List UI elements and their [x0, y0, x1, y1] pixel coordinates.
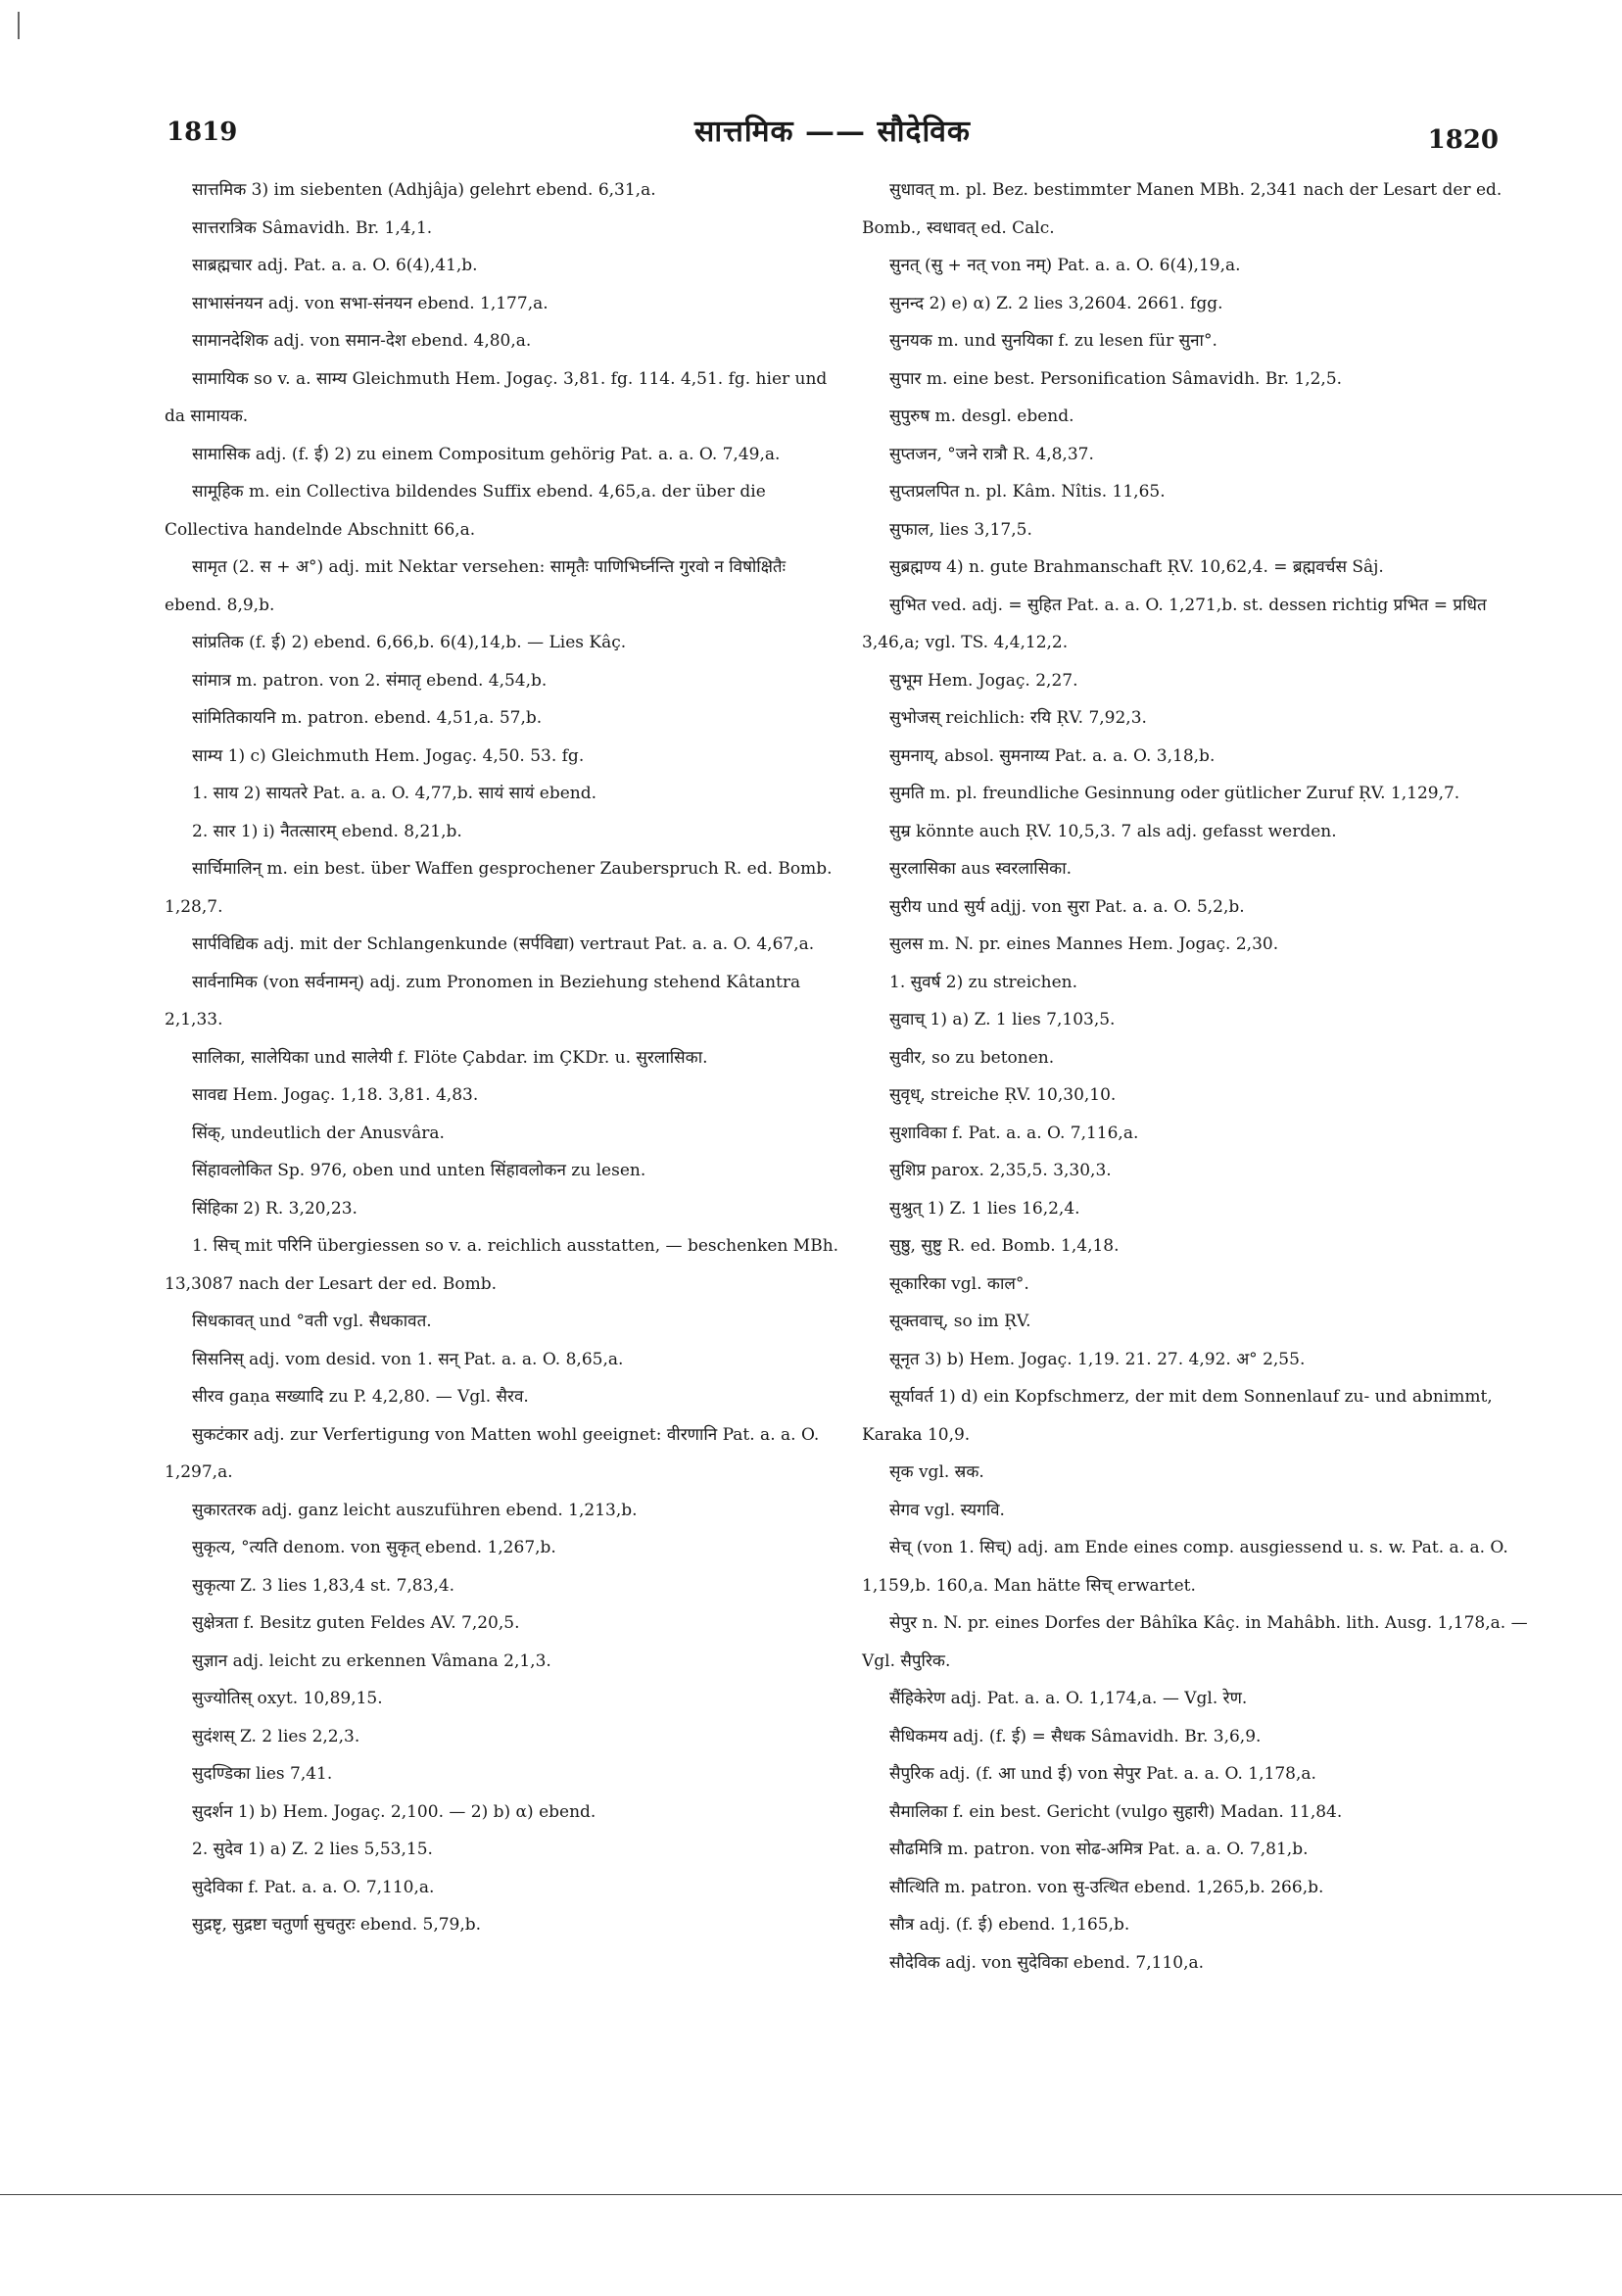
- dictionary-entry: सांप्रतिक (f. ई) 2) ebend. 6,66,b. 6(4),14,b. — Lies Kâç.: [192, 633, 627, 652]
- dictionary-entry: सुफाल, lies 3,17,5.: [889, 519, 1032, 540]
- dictionary-entry: सुमनाय्, absol. सुमनाय्य Pat. a. a. O. 3,18,b.: [889, 745, 1216, 766]
- page-header: [167, 110, 1499, 159]
- dictionary-entry: सांमितिकायनि m. patron. ebend. 4,51,a. 57,b.: [192, 708, 543, 728]
- dictionary-entry: सिंहावलोकित Sp. 976, oben und unten सिंहावलोकन zu lesen.: [192, 1161, 646, 1180]
- dictionary-entry: सूनृत 3) b) Hem. Jogaç. 1,19. 21. 27. 4,92. अ° 2,55.: [889, 1349, 1306, 1369]
- dictionary-entry: सृक vgl. स्रक.: [889, 1462, 984, 1482]
- dictionary-entry: सैंहिकेरेण adj. Pat. a. a. O. 1,174,a. — Vgl. रेण.: [889, 1689, 1248, 1708]
- dictionary-entry: सुष्ठु, सुष्टु R. ed. Bomb. 1,4,18.: [889, 1236, 1120, 1256]
- dictionary-entry: सुप्तप्रलपित n. pl. Kâm. Nîtis. 11,65.: [889, 482, 1166, 502]
- dictionary-entry: सुपार m. eine best. Personification Sâmavidh. Br. 1,2,5.: [889, 368, 1343, 389]
- dictionary-entry: सात्तमिक 3) im siebenten (Adhjâja) gelehrt ebend. 6,31,a.: [192, 180, 656, 200]
- dictionary-entry: सैपुरिक adj. (f. आ und ई) von सेपुर Pat. a. a. O. 1,178,a.: [889, 1764, 1316, 1784]
- dictionary-entry: सुश्रुत् 1) Z. 1 lies 16,2,4.: [889, 1198, 1080, 1219]
- dictionary-entry: सुदर्शन 1) b) Hem. Jogaç. 2,100. — 2) b) α) ebend.: [192, 1801, 596, 1822]
- dictionary-entry: सुम्र könnte auch ṚV. 10,5,3. 7 als adj. gefasst werden.: [889, 821, 1337, 841]
- dictionary-entry: सार्चिमालिन् m. ein best. über Waffen gesprochener Zauberspruch R. ed. Bomb. 1,28,7.: [165, 859, 833, 917]
- dictionary-entry: सुवृध्, streiche ṚV. 10,30,10.: [889, 1085, 1117, 1105]
- left-column: [165, 171, 840, 1944]
- dictionary-entry: सिसनिस् adj. vom desid. von 1. सन् Pat. a. a. O. 8,65,a.: [192, 1349, 624, 1369]
- dictionary-entry: सामृत (2. स + अ°) adj. mit Nektar versehen: सामृतैः पाणिभिर्घ्नन्ति गुरवो न विषोक्षितैः ebend. 8,9,b.: [165, 557, 787, 615]
- dictionary-entry: सुपुरुष m. desgl. ebend.: [889, 407, 1074, 426]
- running-head: सात्तमिक —— सौदेविक: [694, 115, 971, 149]
- dictionary-entry: सुप्तजन, °जने रात्रौ R. 4,8,37.: [889, 444, 1094, 464]
- dictionary-entry: सौदेविक adj. von सुदेविका ebend. 7,110,a.: [889, 1952, 1205, 1973]
- dictionary-entry: सौढमित्रि m. patron. von सोढ-अमित्र Pat. a. a. O. 7,81,b.: [889, 1840, 1309, 1859]
- dictionary-entry: सामायिक so v. a. साम्य Gleichmuth Hem. Jogaç. 3,81. fg. 114. 4,51. fg. hier und da सामायक.: [165, 368, 828, 426]
- dictionary-entry: सार्पविद्यिक adj. mit der Schlangenkunde (सर्पविद्या) vertraut Pat. a. a. O. 4,67,a.: [192, 934, 815, 954]
- dictionary-entry: सुरलासिका aus स्वरलासिका.: [889, 859, 1073, 879]
- dictionary-entry: सुधावत् m. pl. Bez. bestimmter Manen MBh. 2,341 nach der Lesart der ed. Bomb., स्वधावत् ed. Calc.: [862, 180, 1503, 238]
- dictionary-entry: 2. सार 1) i) नैतत्सारम् ebend. 8,21,b.: [192, 821, 462, 841]
- dictionary-entry: सांमात्र m. patron. von 2. संमातृ ebend. 4,54,b.: [192, 670, 548, 691]
- dictionary-entry: सुनयक m. und सुनयिका f. zu lesen für सुना°.: [889, 331, 1217, 351]
- dictionary-entry: सौत्थिति m. patron. von सु-उत्थित ebend. 1,265,b. 266,b.: [889, 1877, 1324, 1897]
- dictionary-entry: सुब्रह्मण्य 4) n. gute Brahmanschaft ṚV. 10,62,4. = ब्रह्मवर्चस Sâj.: [889, 557, 1384, 577]
- dictionary-entry: सैमालिका f. ein best. Gericht (vulgo सुहारी) Madan. 11,84.: [889, 1801, 1343, 1822]
- dictionary-entry: सुक्षेत्रता f. Besitz guten Feldes AV. 7,20,5.: [192, 1613, 520, 1633]
- dictionary-entry: सिधकावत् und °वती vgl. सैधकावत.: [192, 1312, 432, 1331]
- footer-rule: [0, 2194, 1622, 2195]
- dictionary-entry: सामासिक adj. (f. ई) 2) zu einem Compositum gehörig Pat. a. a. O. 7,49,a.: [192, 444, 781, 464]
- dictionary-entry: साब्रह्मचार adj. Pat. a. a. O. 6(4),41,b.: [192, 256, 478, 275]
- dictionary-entry: सुकटंकार adj. zur Verfertigung von Matten wohl geeignet: वीरणानि Pat. a. a. O. 1,297,a.: [165, 1424, 820, 1482]
- dictionary-entry: सूकारिका vgl. काल°.: [889, 1273, 1029, 1294]
- dictionary-entry: सुलस m. N. pr. eines Mannes Hem. Jogaç. 2,30.: [889, 934, 1279, 954]
- dictionary-entry: 1. साय 2) सायतरे Pat. a. a. O. 4,77,b. सायं सायं ebend.: [192, 784, 597, 803]
- dictionary-entry: सैधिकमय adj. (f. ई) = सैधक Sâmavidh. Br. 3,6,9.: [889, 1726, 1262, 1746]
- dictionary-entry: सूर्यावर्त 1) d) ein Kopfschmerz, der mit dem Sonnenlauf zu- und abnimmt, Karaka 10,9.: [862, 1387, 1493, 1445]
- dictionary-entry: सुभोजस् reichlich: रयि ṚV. 7,92,3.: [889, 708, 1147, 728]
- dictionary-entry: सुज्योतिस् oxyt. 10,89,15.: [192, 1689, 383, 1708]
- dictionary-entry: सुभित ved. adj. = सुहित Pat. a. a. O. 1,271,b. st. dessen richtig प्रभित = प्रधित 3,46,a; vgl. TS. 4,4,12,2.: [862, 595, 1487, 652]
- dictionary-entry: सौत्र adj. (f. ई) ebend. 1,165,b.: [889, 1915, 1130, 1935]
- dictionary-entry: सेगव vgl. स्यगवि.: [889, 1500, 1005, 1520]
- dictionary-entry: सुदण्डिका lies 7,41.: [192, 1764, 333, 1784]
- dictionary-entry: सुवीर, so zu betonen.: [889, 1047, 1055, 1068]
- dictionary-entry: साम्य 1) c) Gleichmuth Hem. Jogaç. 4,50. 53. fg.: [192, 745, 585, 766]
- dictionary-entry: सेच् (von 1. सिच्) adj. am Ende eines comp. ausgiessend u. s. w. Pat. a. a. O. 1,159,b. 160,a. Man hätte सिच् erwartet.: [862, 1538, 1508, 1596]
- page-number-right: 1820: [1427, 125, 1499, 155]
- dictionary-entry: सामानदेशिक adj. von समान-देश ebend. 4,80,a.: [192, 331, 532, 351]
- dictionary-entry: सुशाविका f. Pat. a. a. O. 7,116,a.: [889, 1123, 1139, 1143]
- dictionary-entry: सालिका, सालेयिका und सालेयी f. Flöte Çabdar. im ÇKDr. u. सुरलासिका.: [192, 1047, 708, 1068]
- dictionary-entry: सुदंशस् Z. 2 lies 2,2,3.: [192, 1726, 360, 1746]
- dictionary-entry: सिंहिका 2) R. 3,20,23.: [192, 1198, 358, 1219]
- dictionary-entry: सुकृत्या Z. 3 lies 1,83,4 st. 7,83,4.: [192, 1575, 455, 1596]
- dictionary-entry: सुद्रष्टृ, सुद्रष्टा चतुर्णा सुचतुरः ebend. 5,79,b.: [192, 1915, 482, 1935]
- dictionary-entry: सुशिप्र parox. 2,35,5. 3,30,3.: [889, 1161, 1112, 1180]
- dictionary-entry: 1. सिच् mit परिनि übergiessen so v. a. reichlich ausstatten, — beschenken MBh. 13,3087 nach der Lesart der ed. Bomb.: [165, 1236, 839, 1294]
- dictionary-entry: सुकृत्य, °त्यति denom. von सुकृत् ebend. 1,267,b.: [192, 1538, 556, 1557]
- dictionary-entry: सुरीय und सुर्य adjj. von सुरा Pat. a. a. O. 5,2,b.: [889, 896, 1245, 917]
- dictionary-entry: सुदेविका f. Pat. a. a. O. 7,110,a.: [192, 1877, 435, 1897]
- dictionary-entry: 2. सुदेव 1) a) Z. 2 lies 5,53,15.: [192, 1840, 433, 1859]
- dictionary-entry: सुनन्द 2) e) α) Z. 2 lies 3,2604. 2661. fgg.: [889, 293, 1223, 313]
- margin-mark: [18, 12, 20, 39]
- page-number-left: 1819: [167, 118, 238, 147]
- dictionary-entry: सूक्तवाच्, so im ṚV.: [889, 1312, 1031, 1331]
- dictionary-entry: सीरव gaṇa सख्यादि zu P. 4,2,80. — Vgl. सैरव.: [192, 1387, 529, 1407]
- dictionary-entry: सामूहिक m. ein Collectiva bildendes Suffix ebend. 4,65,a. der über die Collectiva handelnde Abschnitt 66,a.: [165, 482, 766, 540]
- dictionary-entry: साभासंनयन adj. von सभा-संनयन ebend. 1,177,a.: [192, 293, 549, 313]
- dictionary-entry: सेपुर n. N. pr. eines Dorfes der Bâhîka Kâç. in Mahâbh. lith. Ausg. 1,178,a. — Vgl. सैपुरिक.: [862, 1613, 1528, 1671]
- dictionary-entry: सुकारतरक adj. ganz leicht auszuführen ebend. 1,213,b.: [192, 1500, 638, 1520]
- dictionary-entry: सावद्य Hem. Jogaç. 1,18. 3,81. 4,83.: [192, 1085, 479, 1105]
- dictionary-entry: सुज्ञान adj. leicht zu erkennen Vâmana 2,1,3.: [192, 1650, 551, 1671]
- dictionary-entry: सात्तरात्रिक Sâmavidh. Br. 1,4,1.: [192, 217, 433, 238]
- dictionary-entry: सुमति m. pl. freundliche Gesinnung oder gütlicher Zuruf ṚV. 1,129,7.: [889, 784, 1460, 803]
- dictionary-entry: सार्वनामिक (von सर्वनामन्) adj. zum Pronomen in Beziehung stehend Kâtantra 2,1,33.: [165, 972, 801, 1029]
- dictionary-entry: 1. सुवर्ष 2) zu streichen.: [889, 972, 1078, 992]
- dictionary-entry: सुभूम Hem. Jogaç. 2,27.: [889, 670, 1078, 691]
- dictionary-entry: सुनत् (सु + नत् von नम्) Pat. a. a. O. 6(4),19,a.: [889, 256, 1241, 275]
- dictionary-entry: सिंक्, undeutlich der Anusvâra.: [192, 1123, 445, 1143]
- right-column: [862, 171, 1538, 1982]
- dictionary-entry: सुवाच् 1) a) Z. 1 lies 7,103,5.: [889, 1010, 1116, 1029]
